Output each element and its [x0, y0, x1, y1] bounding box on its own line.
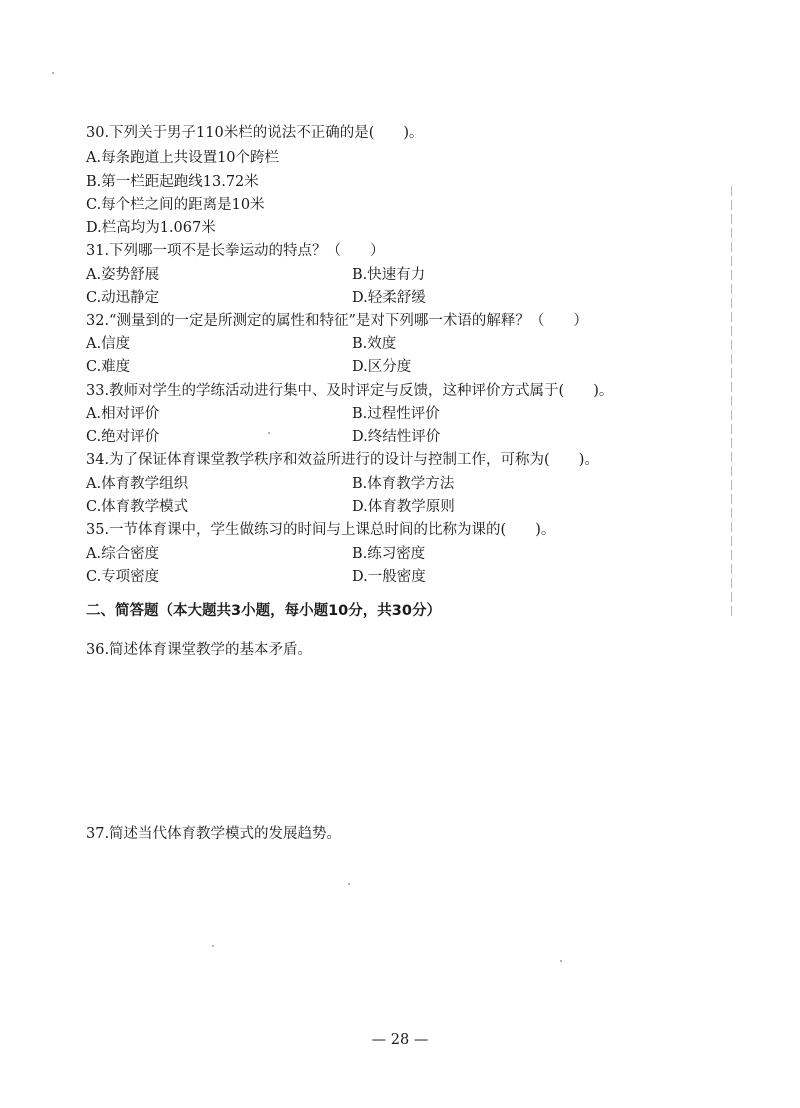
question-30-option-d: D.栏高均为1.067米: [86, 220, 216, 236]
question-31-option-d: D.轻柔舒缓: [352, 290, 426, 306]
section-2-heading: 二、简答题（本大题共3小题，每小题10分，共30分）: [86, 603, 441, 619]
question-35-stem: 35.一节体育课中，学生做练习的时间与上课总时间的比称为课的( )。: [86, 522, 556, 538]
question-35-option-b: B.练习密度: [352, 546, 426, 562]
question-31-option-b: B.快速有力: [352, 267, 426, 283]
question-31-option-c: C.动迅静定: [86, 290, 160, 306]
question-33-option-d: D.终结性评价: [352, 429, 441, 445]
question-35-option-d: D.一般密度: [352, 569, 426, 585]
question-33-stem: 33.教师对学生的学练活动进行集中、及时评定与反馈，这种评价方式属于( )。: [86, 383, 614, 399]
scan-speck: [52, 72, 54, 74]
question-30-option-b: B.第一栏距起跑线13.72米: [86, 174, 259, 190]
question-35-option-a: A.综合密度: [86, 546, 160, 562]
question-35-option-c: C.专项密度: [86, 569, 160, 585]
question-32-option-a: A.信度: [86, 336, 131, 352]
question-31-option-a: A.姿势舒展: [86, 267, 160, 283]
question-33-option-a: A.相对评价: [86, 406, 160, 422]
question-31-stem: 31.下列哪一项不是长拳运动的特点？（ ）: [86, 243, 385, 259]
question-33-option-b: B.过程性评价: [352, 406, 440, 422]
question-33-option-c: C.绝对评价: [86, 429, 160, 445]
question-32-option-b: B.效度: [352, 336, 397, 352]
scan-speck: [212, 945, 214, 947]
question-32-option-d: D.区分度: [352, 359, 412, 375]
question-34-option-b: B.体育教学方法: [352, 476, 455, 492]
question-30-option-a: A.每条跑道上共设置10个跨栏: [86, 150, 280, 166]
question-34-option-d: D.体育教学原则: [352, 499, 455, 515]
question-32-option-c: C.难度: [86, 359, 131, 375]
question-37-stem: 37.简述当代体育教学模式的发展趋势。: [86, 826, 342, 842]
question-30-option-c: C.每个栏之间的距离是10米: [86, 197, 265, 213]
question-36-stem: 36.简述体育课堂教学的基本矛盾。: [86, 642, 313, 658]
question-34-option-a: A.体育教学组织: [86, 476, 189, 492]
scan-speck: [560, 960, 562, 962]
question-30-stem: 30.下列关于男子110米栏的说法不正确的是( )。: [86, 125, 424, 141]
question-32-stem: 32.“测量到的一定是所测定的属性和特征”是对下列哪一术语的解释？（ ）: [86, 313, 588, 329]
question-34-stem: 34.为了保证体育课堂教学秩序和效益所进行的设计与控制工作，可称为( )。: [86, 452, 599, 468]
page-number: — 28 —: [371, 1032, 429, 1048]
question-34-option-c: C.体育教学模式: [86, 499, 189, 515]
scan-speck: [348, 883, 350, 885]
scan-speck: [268, 432, 270, 434]
scan-edge-line: [731, 186, 732, 616]
